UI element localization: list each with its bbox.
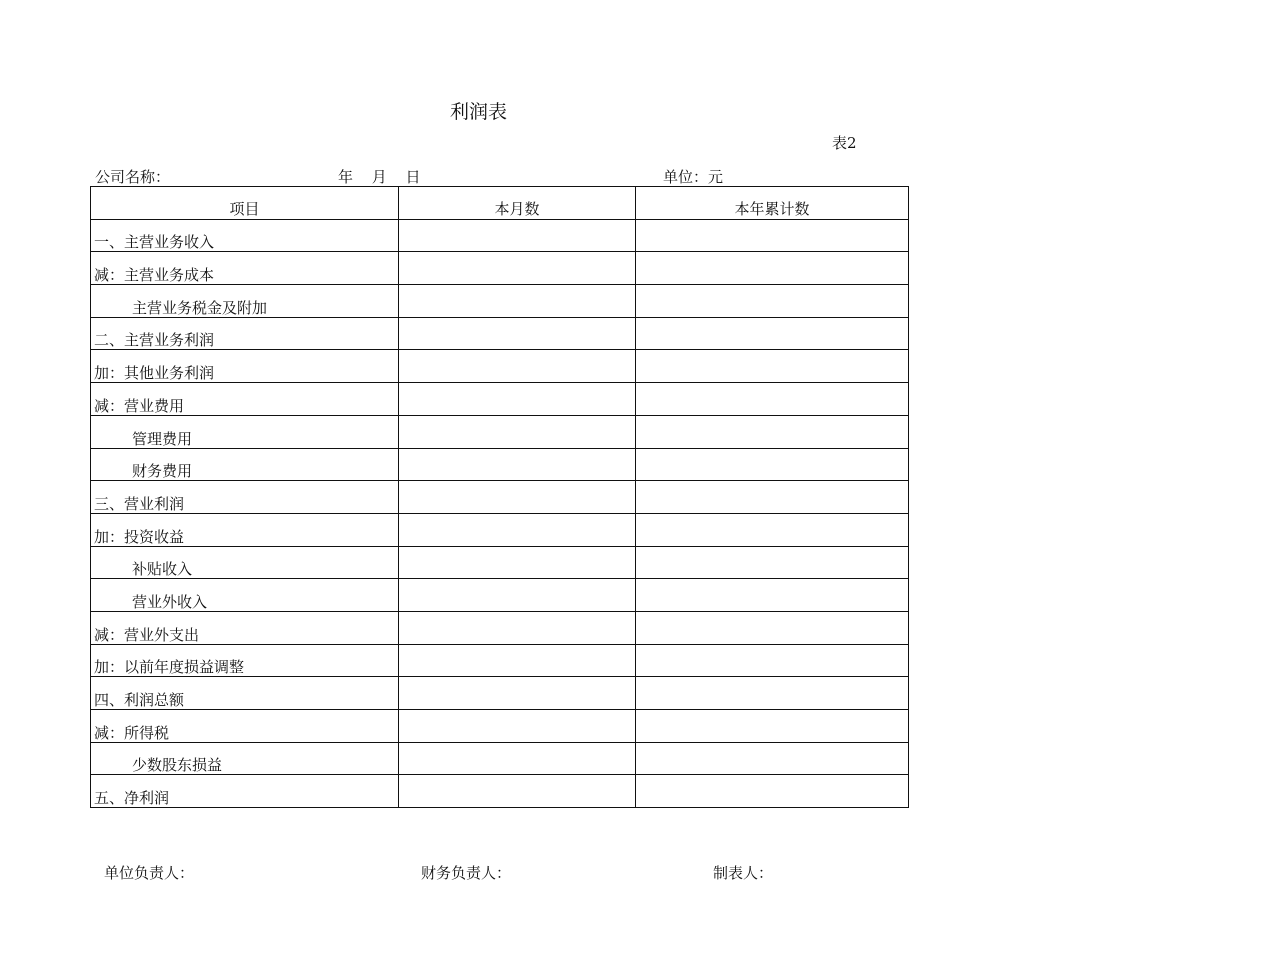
row-label: 补贴收入 bbox=[91, 546, 399, 579]
table-row bbox=[91, 742, 909, 775]
month-value-cell[interactable] bbox=[399, 448, 636, 481]
table-row bbox=[91, 513, 909, 546]
ytd-value-cell[interactable] bbox=[636, 415, 909, 448]
unit-head-signature-label: 单位负责人： bbox=[104, 864, 195, 882]
table-row bbox=[91, 317, 909, 350]
column-header-item: 项目 bbox=[91, 187, 399, 220]
month-value-cell[interactable] bbox=[399, 252, 636, 285]
table-row bbox=[91, 710, 909, 743]
row-label: 一、主营业务收入 bbox=[91, 219, 399, 252]
row-label: 财务费用 bbox=[91, 448, 399, 481]
ytd-value-cell[interactable] bbox=[636, 579, 909, 612]
month-value-cell[interactable] bbox=[399, 775, 636, 808]
row-label: 减：主营业务成本 bbox=[91, 252, 399, 285]
table-row bbox=[91, 285, 909, 318]
month-value-cell[interactable] bbox=[399, 481, 636, 514]
preparer-signature-label: 制表人： bbox=[713, 864, 774, 882]
ytd-value-cell[interactable] bbox=[636, 775, 909, 808]
ytd-value-cell[interactable] bbox=[636, 383, 909, 416]
row-label: 减：营业外支出 bbox=[91, 611, 399, 644]
table-row bbox=[91, 383, 909, 416]
row-label: 四、利润总额 bbox=[91, 677, 399, 710]
ytd-value-cell[interactable] bbox=[636, 611, 909, 644]
ytd-value-cell[interactable] bbox=[636, 317, 909, 350]
row-label: 少数股东损益 bbox=[91, 742, 399, 775]
ytd-value-cell[interactable] bbox=[636, 252, 909, 285]
column-header-month: 本月数 bbox=[399, 187, 636, 220]
ytd-value-cell[interactable] bbox=[636, 644, 909, 677]
row-label: 减：营业费用 bbox=[91, 383, 399, 416]
row-label: 五、净利润 bbox=[91, 775, 399, 808]
month-value-cell[interactable] bbox=[399, 219, 636, 252]
ytd-value-cell[interactable] bbox=[636, 677, 909, 710]
month-value-cell[interactable] bbox=[399, 546, 636, 579]
ytd-value-cell[interactable] bbox=[636, 513, 909, 546]
table-row bbox=[91, 611, 909, 644]
table-row bbox=[91, 415, 909, 448]
month-value-cell[interactable] bbox=[399, 415, 636, 448]
table-row bbox=[91, 775, 909, 808]
table-row bbox=[91, 219, 909, 252]
month-value-cell[interactable] bbox=[399, 742, 636, 775]
table-row bbox=[91, 677, 909, 710]
page-title: 利润表 bbox=[450, 101, 508, 123]
month-value-cell[interactable] bbox=[399, 513, 636, 546]
ytd-value-cell[interactable] bbox=[636, 481, 909, 514]
finance-head-signature-label: 财务负责人： bbox=[421, 864, 512, 882]
month-value-cell[interactable] bbox=[399, 611, 636, 644]
company-name-label: 公司名称： bbox=[95, 168, 171, 186]
table-row bbox=[91, 546, 909, 579]
ytd-value-cell[interactable] bbox=[636, 448, 909, 481]
table-row bbox=[91, 448, 909, 481]
month-value-cell[interactable] bbox=[399, 677, 636, 710]
ytd-value-cell[interactable] bbox=[636, 710, 909, 743]
column-header-ytd: 本年累计数 bbox=[636, 187, 909, 220]
ytd-value-cell[interactable] bbox=[636, 350, 909, 383]
table-row bbox=[91, 252, 909, 285]
month-value-cell[interactable] bbox=[399, 317, 636, 350]
row-label: 管理费用 bbox=[91, 415, 399, 448]
month-value-cell[interactable] bbox=[399, 285, 636, 318]
row-label: 加：投资收益 bbox=[91, 513, 399, 546]
income-statement-table bbox=[90, 186, 909, 808]
table-header-row bbox=[91, 187, 909, 220]
date-label: 年 月 日 bbox=[338, 168, 421, 186]
table-row bbox=[91, 579, 909, 612]
row-label: 二、主营业务利润 bbox=[91, 317, 399, 350]
table-row bbox=[91, 481, 909, 514]
row-label: 主营业务税金及附加 bbox=[91, 285, 399, 318]
table-number: 表2 bbox=[832, 134, 857, 152]
month-value-cell[interactable] bbox=[399, 579, 636, 612]
month-value-cell[interactable] bbox=[399, 710, 636, 743]
ytd-value-cell[interactable] bbox=[636, 219, 909, 252]
row-label: 营业外收入 bbox=[91, 579, 399, 612]
unit-label: 单位：元 bbox=[663, 168, 724, 186]
ytd-value-cell[interactable] bbox=[636, 546, 909, 579]
ytd-value-cell[interactable] bbox=[636, 285, 909, 318]
ytd-value-cell[interactable] bbox=[636, 742, 909, 775]
table-row bbox=[91, 644, 909, 677]
row-label: 三、营业利润 bbox=[91, 481, 399, 514]
month-value-cell[interactable] bbox=[399, 644, 636, 677]
row-label: 加：以前年度损益调整 bbox=[91, 644, 399, 677]
table-row bbox=[91, 350, 909, 383]
row-label: 加：其他业务利润 bbox=[91, 350, 399, 383]
month-value-cell[interactable] bbox=[399, 383, 636, 416]
row-label: 减：所得税 bbox=[91, 710, 399, 743]
month-value-cell[interactable] bbox=[399, 350, 636, 383]
